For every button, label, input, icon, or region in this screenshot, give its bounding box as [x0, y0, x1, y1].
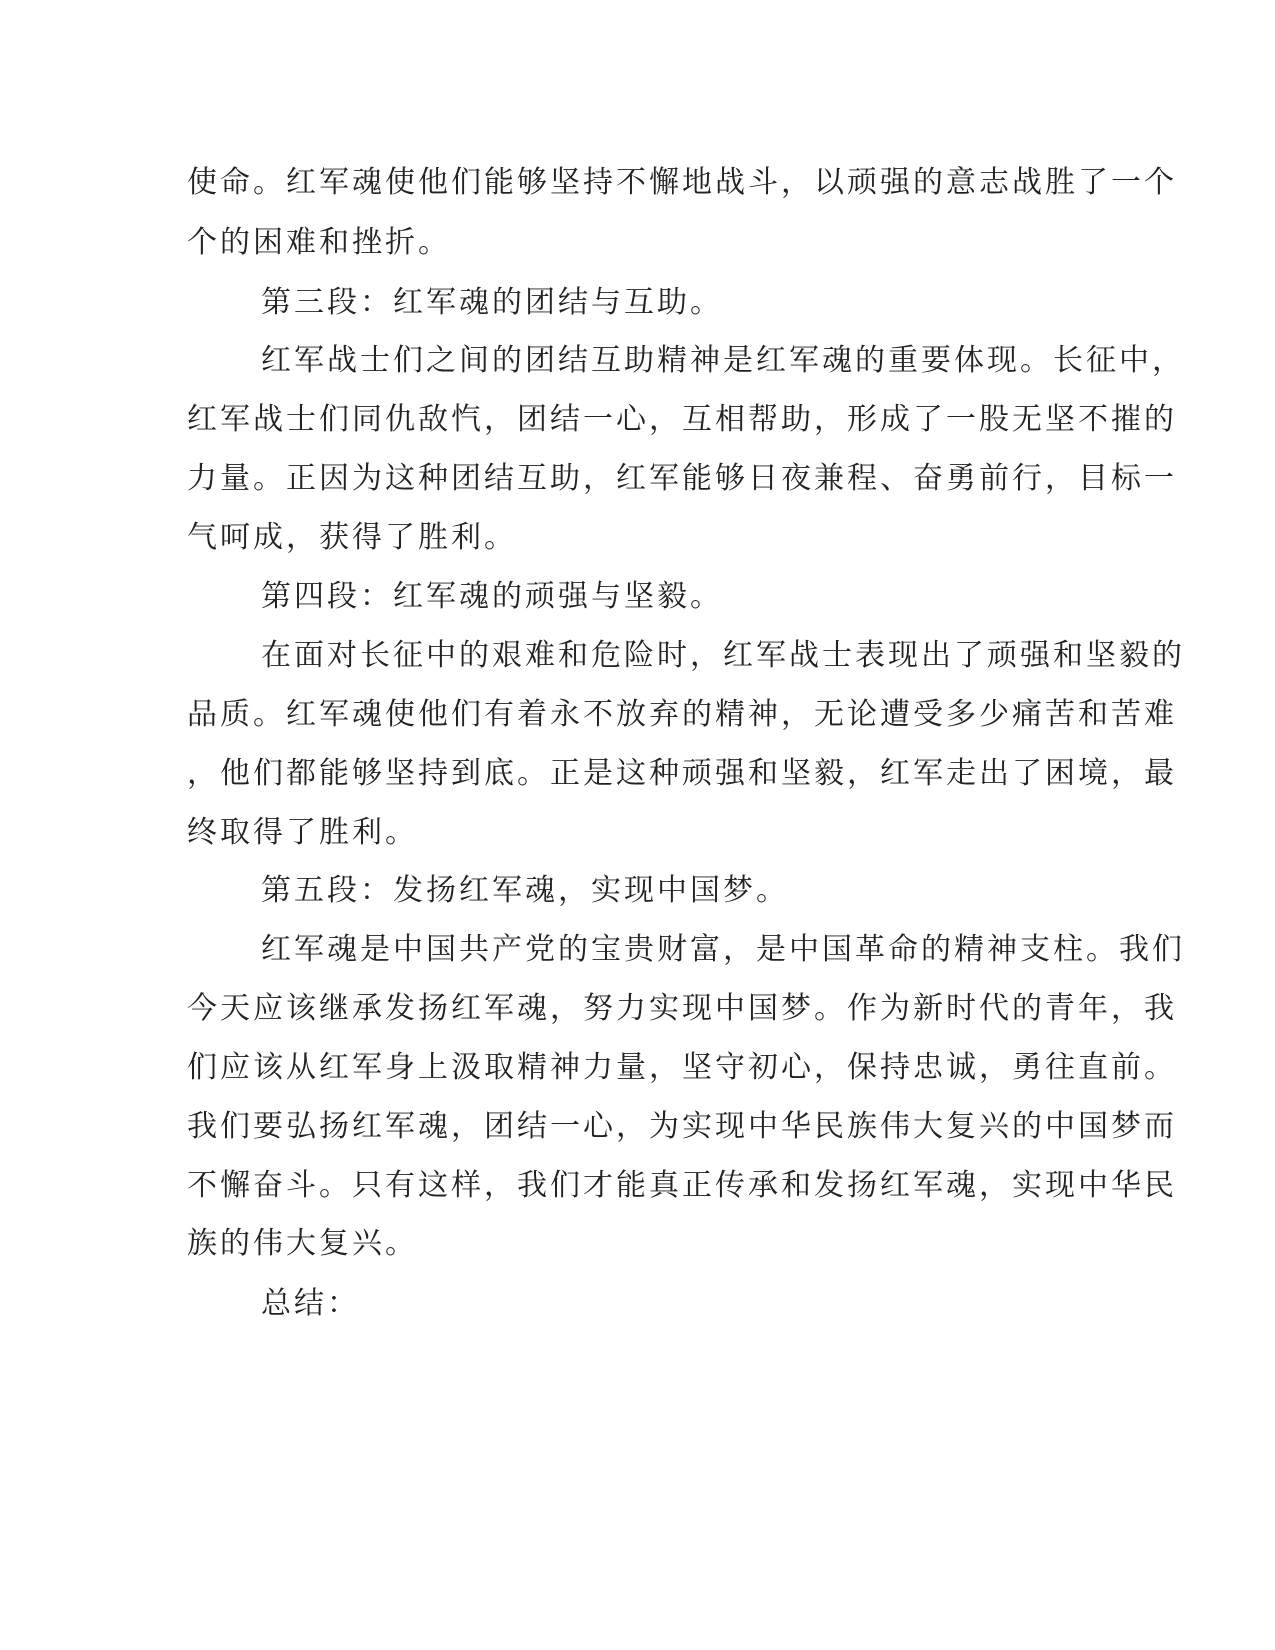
text-line: 终取得了胜利。	[187, 815, 418, 850]
text-line: 力量。正因为这种团结互助，红军能够日夜兼程、奋勇前行，目标一	[187, 461, 1177, 496]
text-line: 红军魂是中国共产党的宝贵财富，是中国革命的精神支柱。我们	[261, 932, 1185, 967]
section-heading-3: 第三段：红军魂的团结与互助。	[261, 285, 723, 320]
text-line: 们应该从红军身上汲取精神力量，坚守初心，保持忠诚，勇往直前。	[187, 1050, 1177, 1085]
text-line: 在面对长征中的艰难和危险时，红军战士表现出了顽强和坚毅的	[261, 638, 1185, 673]
text-line: 使命。红军魂使他们能够坚持不懈地战斗，以顽强的意志战胜了一个	[187, 165, 1177, 200]
text-line: 族的伟大复兴。	[187, 1226, 418, 1261]
text-line: 今天应该继承发扬红军魂，努力实现中国梦。作为新时代的青年，我	[187, 991, 1177, 1026]
text-line: 品质。红军魂使他们有着永不放弃的精神，无论遭受多少痛苦和苦难	[187, 697, 1177, 732]
text-line: 红军战士们之间的团结互助精神是红军魂的重要体现。长征中，	[261, 343, 1185, 378]
text-line: 不懈奋斗。只有这样，我们才能真正传承和发扬红军魂，实现中华民	[187, 1168, 1177, 1203]
text-line: 我们要弘扬红军魂，团结一心，为实现中华民族伟大复兴的中国梦而	[187, 1109, 1177, 1144]
summary-heading: 总结：	[261, 1286, 360, 1321]
text-line: ，他们都能够坚持到底。正是这种顽强和坚毅，红军走出了困境，最	[187, 756, 1177, 791]
section-heading-5: 第五段：发扬红军魂，实现中国梦。	[261, 873, 789, 908]
text-line: 气呵成，获得了胜利。	[187, 520, 517, 555]
text-line: 红军战士们同仇敌忾，团结一心，互相帮助，形成了一股无坚不摧的	[187, 402, 1177, 437]
text-line: 个的困难和挫折。	[187, 225, 451, 260]
section-heading-4: 第四段：红军魂的顽强与坚毅。	[261, 579, 723, 614]
